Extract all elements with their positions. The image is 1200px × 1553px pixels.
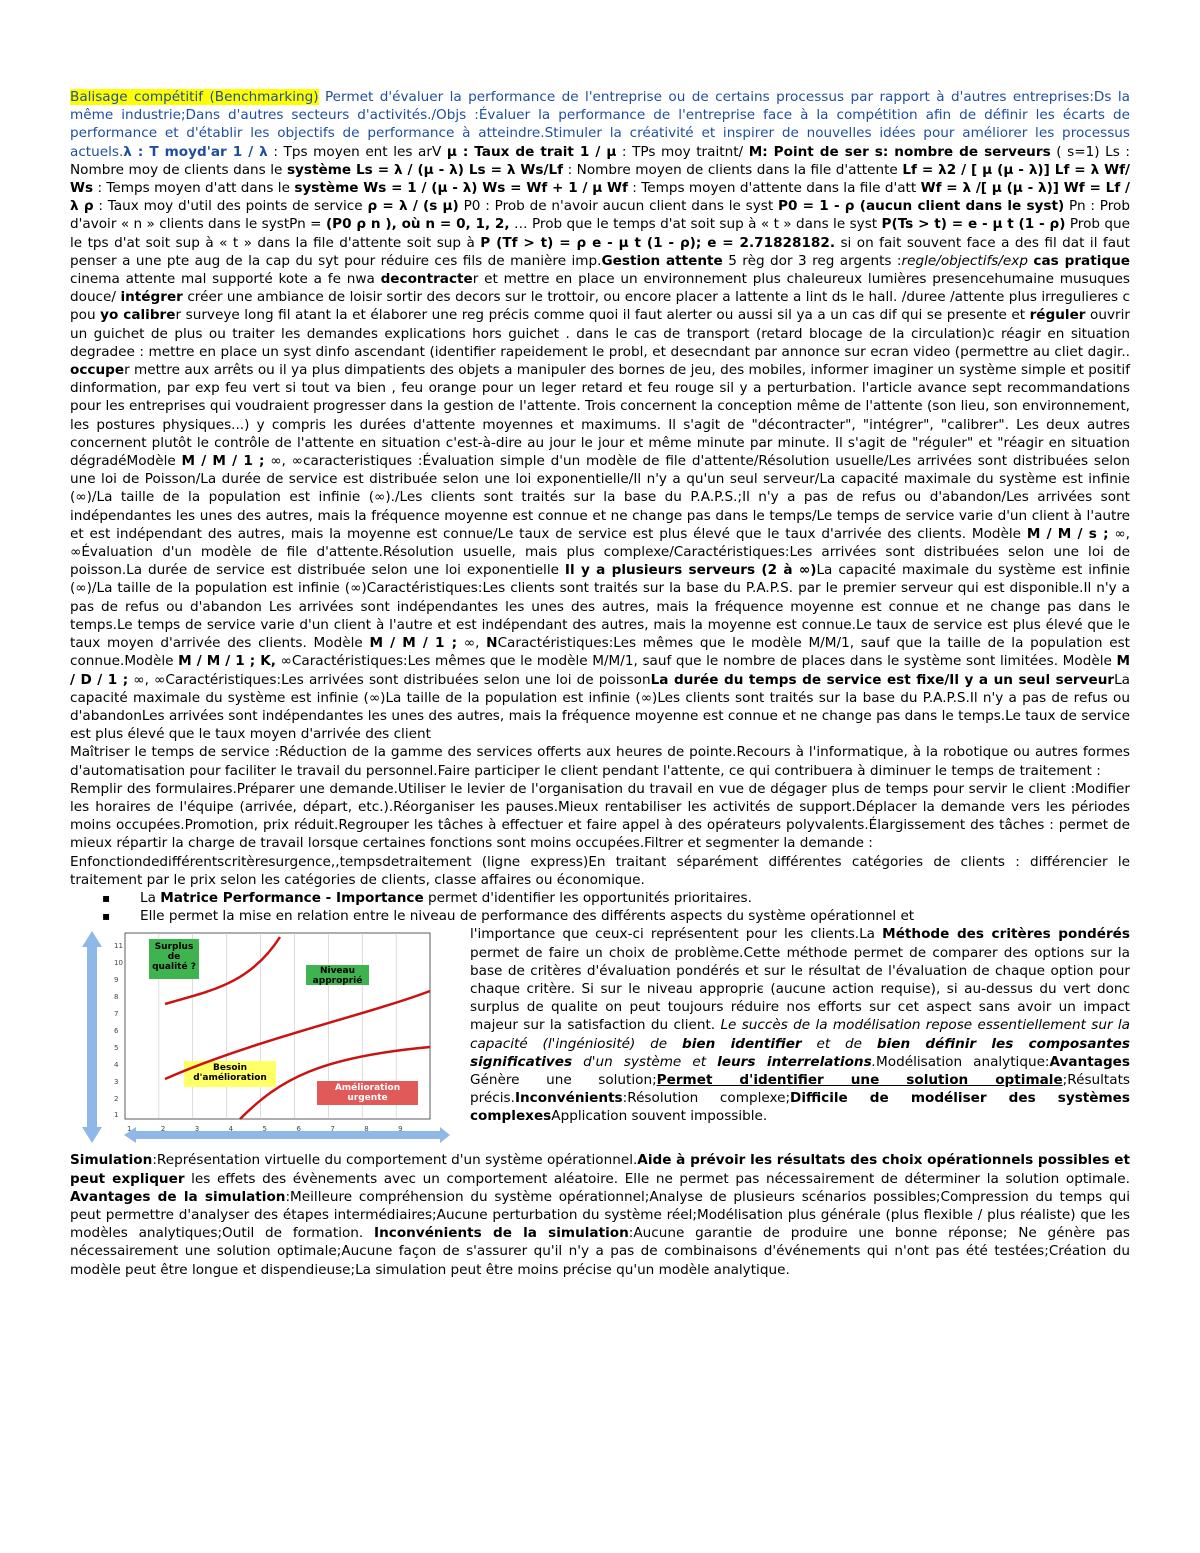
label-besoin: Besoin d'amélioration bbox=[193, 1063, 267, 1084]
formula-lf: Lf = λ2 / [ µ (µ - λ)] Lf = λ Wf/ Ws bbox=[70, 161, 1131, 197]
keyword-difficile: Difficile de modéliser des systèmes complexes bbox=[470, 1090, 1130, 1125]
keyword-calibrer: yo calibre bbox=[100, 307, 176, 324]
paragraph-maitriser: Maîtriser le temps de service :Réduction de la gamme des services offerts aux heures de pointe.Recours à l'informatique, à la robotique ou autres formes d'automatisation pour faciliter le travail du personnel.Faire participer le client pendant l'attente, ce qui contribuera à diminuer le temps de traitement : bbox=[70, 744, 1130, 779]
y-tick-label: 2 bbox=[114, 1094, 119, 1103]
text-span: 5 règ dor 3 reg argents : bbox=[722, 252, 902, 269]
keyword-avantages: Avantages bbox=[1049, 1053, 1130, 1070]
figure-graphic bbox=[80, 929, 450, 1147]
text-span: Application souvent impossible. bbox=[551, 1108, 768, 1125]
model-mm1n: M / M / 1 ; bbox=[369, 635, 458, 652]
paragraph-remplir: Remplir des formulaires.Préparer une demande.Utiliser le levier de l'organisation du travail en vue de dégager plus de temps pour servir le client :Modifier les horaires de l'équipe (arrivée, départ, etc.).Réorganiser les pauses.Mieux rentabiliser les activités de support.Déplacer la demande vers les périodes moins occupées.Promotion, prix réduit.Regrouper les tâches à effectuer et faire appel à des opérateurs polyvalents.Élargissement des tâches : permet de mieux répartir la charge de travail lorsque certaines fonctions sont moins occupées.Filtrer et segmenter la demande : bbox=[70, 780, 1130, 852]
keyword-inconvenients: Inconvénients bbox=[514, 1090, 623, 1107]
text-italic: regle/objectifs/exp bbox=[901, 252, 1028, 269]
text-italic: d'un système et bbox=[572, 1053, 718, 1070]
paragraph-enfonction: Enfonctiondedifférentscritèresurgence,,tempsdetraitement (ligne express)En traitant séparément différentes catégories de clients : différencier le traitement par le prix selon les catégories de clients, classe affaires ou économique. bbox=[70, 853, 1130, 888]
vertical-arrow-icon bbox=[82, 931, 102, 1143]
model-mms: M / M / s ; bbox=[1026, 525, 1109, 542]
keyword-identifier: bien identifier bbox=[682, 1035, 802, 1052]
text-span: P0 : Prob de n'avoir aucun client dans le syst bbox=[458, 198, 779, 215]
text-span: La capacité maximale du système est infinie (∞)La taille de la population est infinie (∞)Les clients sont traités sur la base du P.A.P.S.Il n'y a pas de refus ou d'abandonLes arrivées sont indépendantes les unes des autres, mais la fréquence moyenne est connue et ne change pas dans le temps.Le taux de service est plus élevé que le taux moyen d'arrivée des client bbox=[70, 671, 1130, 743]
paragraph-simulation bbox=[70, 1151, 1130, 1278]
text-span: La bbox=[140, 889, 161, 906]
text-span: : TPs moy traitnt/ bbox=[616, 143, 749, 160]
text-italic: et de bbox=[801, 1035, 877, 1052]
y-tick-label: 5 bbox=[114, 1043, 119, 1052]
text-italic: . bbox=[871, 1053, 877, 1070]
keyword-integrer: intégrer bbox=[120, 289, 183, 306]
text-italic: Le succès de la modélisation repose essentiellement sur la capacité (l'ingéniosité) de bbox=[470, 1017, 1130, 1052]
x-tick-label: 2 bbox=[160, 1125, 166, 1134]
keyword-occuper: occupe bbox=[70, 362, 125, 379]
x-tick-label: 4 bbox=[228, 1125, 234, 1134]
text-span: ∞, bbox=[457, 635, 487, 652]
heading-gestion-attente: Gestion attente bbox=[601, 252, 723, 269]
keyword-reguler: réguler bbox=[1029, 307, 1086, 324]
text-span: ouvrir un guichet de plus ou traiter les demandes explications hors guichet . dans le cas de transport (retard blocage de la circulation)c réagir en situation degradee : mettre en place un syst dinfo ascendant (identifier rapeidement le probl, et desecndant par annonce sur ecran video (permettre au cliet dagir.. bbox=[70, 307, 1130, 360]
keyword-criteres-ponderes: Méthode des critères pondérés bbox=[882, 926, 1130, 943]
paragraph-benchmarking bbox=[70, 88, 1130, 743]
bullet-list bbox=[70, 889, 1130, 925]
keyword-matrice: Matrice Performance - Importance bbox=[160, 889, 424, 906]
text-span: permet de faire un choix de problème.Cette méthode permet de comparer des options sur la base de critères d'évaluation pondérés et sur le résultat de l'évaluation de chaque option pour chaque critère. Si sur le niveau appropriє (aucune action requise), si au-dessus du vert donc surplus de qualite on peut toujours réduire nos efforts sur cet aspect sans avoir un impact majeur sur la satisfaction du client. bbox=[470, 944, 1130, 1034]
text-span: si on fait souvent face a des fil dat il faut penser a une pte aug de la cap du syt pour réduire ces fils de manière imp. bbox=[70, 234, 1130, 269]
text-span: : Temps moyen d'att dans le bbox=[93, 180, 295, 197]
benchmarking-heading: Balisage compétitif (Benchmarking) bbox=[70, 89, 319, 105]
document-page bbox=[70, 88, 1130, 1279]
performance-importance-figure bbox=[80, 929, 450, 1147]
formula-ls: système Ls = λ / (µ - λ) Ls = λ Ws/Lf bbox=[286, 161, 564, 178]
text-span: Génère une solution; bbox=[470, 1071, 657, 1088]
text-span: :Résolution complexe; bbox=[622, 1090, 791, 1107]
formula-ptf: P (Tf > t) = ρ e - µ t (1 - ρ); e = 2.71828182. bbox=[480, 234, 835, 251]
text-span: : Tps moyen ent les arV bbox=[267, 143, 447, 160]
text-span: Caractéristiques:Les mêmes que le modèle M/M/1, sauf que la taille de la population est connue.Modèle bbox=[70, 635, 1130, 670]
text-span: : Temps moyen d'attente dans la file d'att bbox=[627, 180, 921, 197]
text-span: :Représentation virtuelle du comportement d'un système opérationnel. bbox=[152, 1152, 638, 1169]
keyword-duree-fixe: La durée du temps de service est fixe/Il y a un seul serveur bbox=[650, 671, 1115, 688]
text-span: … Prob que le temps d'at soit sup à « t » dans le syst bbox=[509, 216, 882, 233]
model-md1: M / D / 1 ; bbox=[70, 653, 1130, 688]
text-span: créer une ambiance de loisir sortir des decors sur le trottoir, ou encore placer a lattente a lint ds le hall. /duree /attente plus irregulieres c pou bbox=[70, 289, 1130, 324]
text-span: Modélisation analytique: bbox=[876, 1053, 1050, 1070]
x-tick-label: 6 bbox=[296, 1125, 301, 1134]
text-span: ∞Caractéristiques:Les mêmes que le modèle M/M/1, sauf que le nombre de places dans le système sont limitées. Modèle bbox=[275, 653, 1117, 670]
text-span: : Nombre moyen de clients dans la file d'attente bbox=[563, 161, 903, 178]
model-mm1: M / M / 1 ; bbox=[181, 453, 265, 470]
formula-lambda: λ : T moyd'ar 1 / λ bbox=[123, 143, 268, 160]
text-span: permet d'identifier les opportunités prioritaires. bbox=[423, 889, 752, 906]
text-span: r et mettre en place un environnement plus chaleureux lumières presencehumaine musuques douce/ bbox=[70, 271, 1130, 306]
y-tick-label: 7 bbox=[114, 1009, 119, 1018]
formula-rho: ρ = λ / (s µ) bbox=[367, 198, 459, 215]
x-tick-label: 9 bbox=[398, 1125, 403, 1134]
keyword-simulation: Simulation bbox=[70, 1152, 153, 1169]
formula-wf: Wf = λ /[ µ (µ - λ)] Wf = Lf / λ ρ bbox=[70, 180, 1130, 215]
model-n: N bbox=[486, 635, 498, 652]
x-tick-label: 3 bbox=[194, 1125, 200, 1134]
formula-mu: µ : Taux de trait 1 / µ bbox=[446, 143, 617, 160]
formula-pts: P(Ts > t) = e - µ t (1 - ρ) bbox=[881, 216, 1066, 233]
y-tick-label: 11 bbox=[114, 942, 123, 951]
y-tick-label: 9 bbox=[114, 976, 119, 985]
label-surplus: Surplus de qualité ? bbox=[152, 942, 196, 973]
y-tick-label: 6 bbox=[114, 1026, 119, 1035]
text-span: ∞, ∞caracteristiques :Évaluation simple d'un modèle de file d'attente/Résolution usuelle/Les arrivées sont distribuées selon une loi de Poisson/La durée de service est distribuée selon une loi exponentielle/Il n'y a qu'un seul serveur/La capacité maximale du système est infinie (∞)/La taille de la population est infinie (∞)./Les clients sont traités sur la base du P.A.P.S.;Il n'y a pas de refus ou d'abandon/Les arrivées sont indépendantes les unes des autres, mais la fréquence moyenne est connue et ne change pas dans le temps/Le temps de service varie d'un client à l'autre et est indépendant des autres, mais la moyenne est connue/Le taux de service est plus élevé que le taux d'arrivée des clients. Modèle bbox=[70, 453, 1131, 542]
keyword-avantages-simulation: Avantages de la simulation bbox=[70, 1188, 286, 1205]
bullet-item-matrice bbox=[140, 889, 1130, 907]
y-tick-label: 10 bbox=[114, 959, 123, 968]
formula-p0: P0 = 1 - ρ (aucun client dans le syst) bbox=[778, 198, 1065, 215]
x-tick-label: 5 bbox=[262, 1125, 268, 1134]
x-tick-label: 7 bbox=[330, 1125, 335, 1134]
text-span: r surveye long fil atant la et élaborer une reg précis comme quoi il faut alerter ou aussi sil ya a un cas dif qui se presente et bbox=[175, 307, 1030, 324]
keyword-aide: Aide à prévoir les résultats des choix opérationnels possibles et peut expliquer bbox=[70, 1152, 1130, 1187]
text-span: : Taux moy d'util des points de service bbox=[93, 198, 368, 215]
model-mm1k: M / M / 1 ; K, bbox=[178, 653, 276, 670]
formula-ws: système Ws = 1 / (µ - λ) Ws = Wf + 1 / µ Wf bbox=[294, 180, 628, 197]
text-span: ∞, ∞Évaluation d'un modèle de file d'attente.Résolution usuelle, mais plus complexe/Caractéristiques:Les arrivées sont distribuées selon une loi de poisson.La durée de service est distribuée selon une loi exponentielle bbox=[70, 525, 1130, 579]
text-span: Prob que le tps d'at soit sup à « t » dans la file d'attente soit sup à bbox=[70, 216, 1131, 251]
x-tick-label: 8 bbox=[364, 1125, 369, 1134]
keyword-servers: Il y a plusieurs serveurs (2 à ∞) bbox=[564, 562, 817, 579]
keyword-interrelations: leurs interrelations bbox=[717, 1053, 872, 1070]
text-span: les effets des évènements avec un comportement aléatoire. Elle ne permet pas nécessairement de déterminer la solution optimale. bbox=[184, 1170, 1130, 1187]
text-span: ∞, ∞Caractéristiques:Les arrivées sont distribuées selon une loi de poisson bbox=[128, 671, 651, 688]
text-span: cinema attente mal supporté kote a fe nwa bbox=[70, 271, 381, 288]
text-span: Pn : Prob d'avoir « n » clients dans le systPn = bbox=[70, 198, 1130, 233]
text-span: La capacité maximale du système est infinie (∞)/La taille de la population est infinie (∞)Caractéristiques:Les clients sont traités sur la base du P.A.P.S. par le premier serveur qui est disponible.Il n'y a pas de refus ou d'abandon Les arrivées sont indépendantes les unes des autres, mais la fréquence moyenne est connue et ne change pas dans le temps.Le temps de service varie d'un client à l'autre et est indépendant des autres, mais la moyenne est connue.Le taux de service est plus élevé que le taux moyen d'arrivée des clients. Modèle bbox=[70, 562, 1130, 652]
heading-cas-pratique: cas pratique bbox=[1033, 252, 1130, 269]
y-tick-label: 3 bbox=[114, 1077, 119, 1086]
text-span: l'importance que ceux-ci représentent pour les clients.La bbox=[470, 926, 883, 943]
label-amelioration: Amélioration urgente bbox=[334, 1083, 401, 1104]
x-tick-label: 1 bbox=[127, 1125, 132, 1134]
keyword-solution-optimale: Permet d'identifier une solution optimale bbox=[656, 1071, 1063, 1088]
bullet-item-relation: ▪ Elle permet la mise en relation entre le niveau de performance des différents aspects du système opérationnel et bbox=[140, 907, 1130, 925]
text-span: :Meilleure compréhension du système opérationnel;Analyse de plusieurs scénarios possibles;Compression du temps qui peut permettre d'analyser des étapes intermédiaires;Aucune perturbation du système réel;Modélisation plus générale (plus flexible / plus réaliste) que les modèles analytiques;Outil de formation. bbox=[70, 1188, 1130, 1242]
keyword-decontracter: decontracte bbox=[380, 271, 473, 288]
y-tick-label: 8 bbox=[114, 993, 119, 1002]
label-niveau: Niveau approprié bbox=[312, 966, 363, 987]
formula-pn: (P0 ρ n ), où n = 0, 1, 2, bbox=[325, 216, 510, 233]
text-span: ( s=1) Ls : Nombre moy de clients dans le bbox=[70, 143, 1130, 178]
text-span: ;Résultats précis. bbox=[470, 1071, 1130, 1107]
y-tick-label: 1 bbox=[114, 1111, 119, 1120]
keyword-definir: bien définir les composantes significatives bbox=[470, 1035, 1130, 1070]
y-tick-label: 4 bbox=[114, 1060, 119, 1069]
benchmarking-text: Permet d'évaluer la performance de l'entreprise ou de certains processus par rapport à d'autres entreprises:Ds la même industrie;Dans d'autres secteurs d'activités./Objs :Évaluer la performance de l'entreprise face à la compétition afin de définir les écarts de performance et d'établir les objectifs de performance à atteindre.Stimuler la créativité et inspirer de nouvelles idées pour améliorer les processus actuels. bbox=[70, 89, 1130, 160]
text-span: :Aucune garantie de produire une bonne réponse; Ne génère pas nécessairement une solution optimale;Aucune façon de s'assurer qu'il n'y a pas de combinaisons d'événements qui n'ont pas été testées;Création du modèle peut être longue et dispendieuse;La simulation peut être moins précise qu'un modèle analytique. bbox=[70, 1225, 1130, 1278]
formula-servers: M: Point de ser s: nombre de serveurs bbox=[748, 143, 1051, 160]
text-span: r mettre aux arrêts ou il ya plus dimpatients des objets a manipuler des bornes de jeu, des mobiles, informer imaginer un système simple et positif dinformation, par exp feu vert si tout va bien , feu orange pour un leger retard et feu rouge sil y a perturbation. l'article avance sept recommandations pour les entreprises qui voudraient progresser dans la gestion de l'attente. Trois concernent la conception même de l'attente (son lieu, son environnement, les postures physiques...) y compris les durées d'attente moyennes et maximums. Il s'agit de "décontracter", "intégrer", "calibrer". Les deux autres concernent plutôt le contrôle de l'attente en situation c'est-à-dire au jour le jour et même minute par minute. Il s'agit de "réguler" et "réagir en situation dégradéModèle bbox=[70, 362, 1130, 470]
keyword-inconvenients-simulation: Inconvénients de la simulation bbox=[374, 1225, 629, 1242]
